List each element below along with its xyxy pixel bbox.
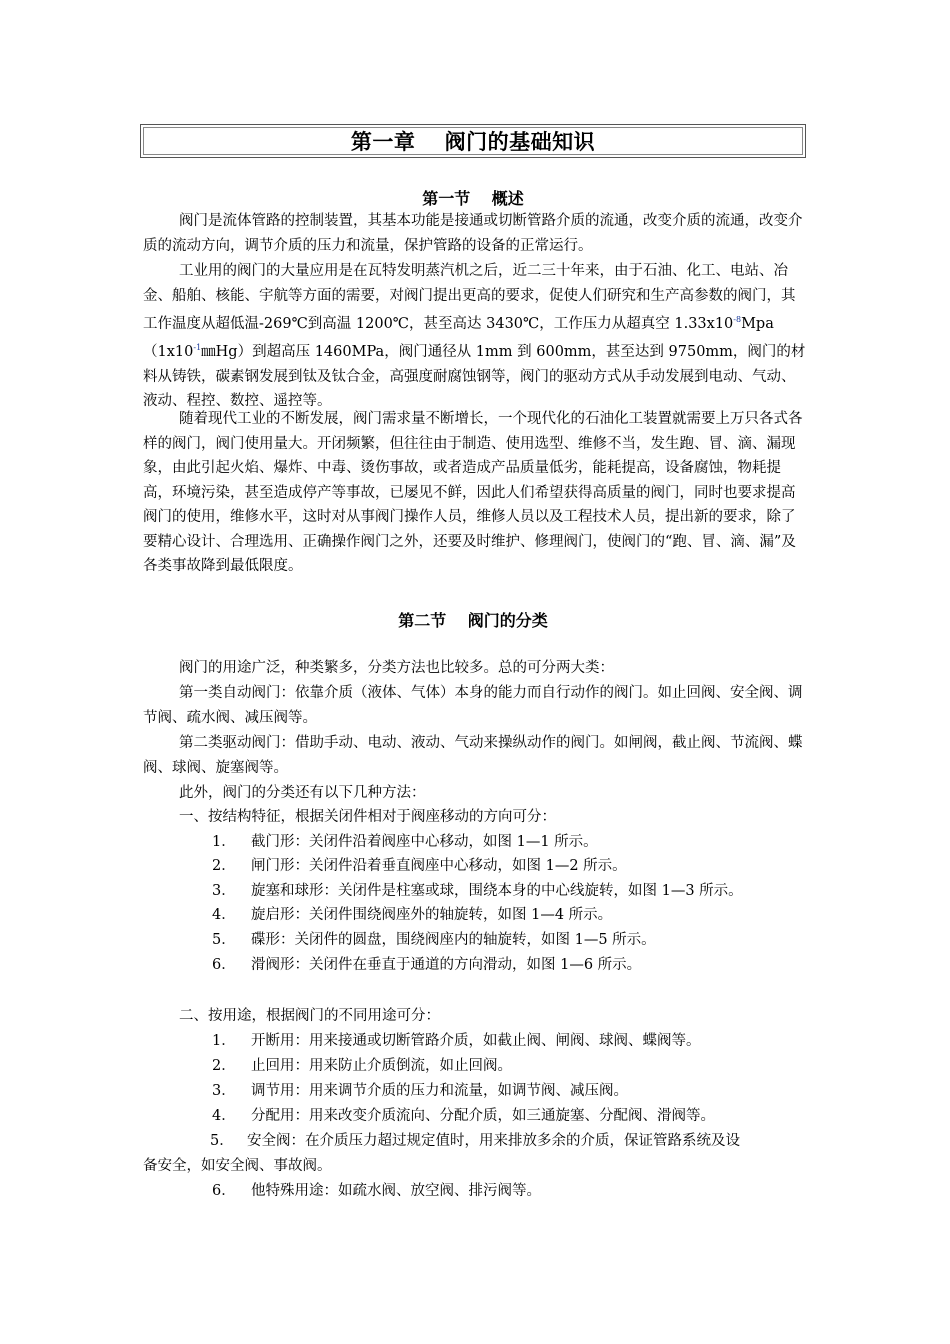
- para2-superscript-2: -1: [193, 343, 202, 353]
- structure-item-text: 滑阀形：关闭件在垂直于通道的方向滑动，如图 1—6 所示。: [251, 957, 642, 973]
- section2-title: 第二节 阀门的分类: [398, 611, 548, 630]
- section2-class-2: 第二类驱动阀门：借助手动、电动、液动、气动来操纵动作的阀门。如闸阀，截止阀、节流阀、蝶阀、球阀、旋塞阀等。: [143, 735, 803, 776]
- use-item-num: 1．: [212, 1033, 236, 1049]
- structure-item-text: 旋启形：关闭件围绕阀座外的轴旋转，如图 1—4 所示。: [251, 907, 613, 923]
- structure-item-num: 4．: [212, 907, 236, 923]
- use-item-num: 6．: [212, 1183, 236, 1199]
- by-structure-heading: 一、按结构特征，根据关闭件相对于阀座移动的方向可分：: [179, 809, 556, 825]
- chapter-title: 第一章 阀门的基础知识: [143, 127, 803, 155]
- by-use-heading: 二、按用途，根据阀门的不同用途可分：: [179, 1008, 440, 1024]
- structure-item-text: 截门形：关闭件沿着阀座中心移动，如图 1—1 所示。: [251, 834, 598, 850]
- structure-item-num: 1．: [212, 834, 236, 850]
- structure-item-text: 闸门形：关闭件沿着垂直阀座中心移动，如图 1—2 所示。: [251, 858, 627, 874]
- use-item-text: 分配用：用来改变介质流向、分配介质，如三通旋塞、分配阀、滑阀等。: [251, 1108, 715, 1124]
- structure-item-num: 3．: [212, 883, 236, 899]
- structure-item-text: 碟形：关闭件的圆盘，围绕阀座内的轴旋转，如图 1—5 所示。: [251, 932, 656, 948]
- use-item-text: 开断用：用来接通或切断管路介质，如截止阀、闸阀、球阀、蝶阀等。: [251, 1033, 701, 1049]
- structure-item-num: 6．: [212, 957, 236, 973]
- use-item-text: 调节用：用来调节介质的压力和流量，如调节阀、减压阀。: [251, 1083, 628, 1099]
- section2-intro: 阀门的用途广泛，种类繁多，分类方法也比较多。总的可分两大类：: [179, 660, 614, 676]
- section2-other-methods: 此外，阀门的分类还有以下几种方法：: [179, 785, 426, 801]
- structure-item-num: 5．: [212, 932, 236, 948]
- structure-item-text: 旋塞和球形：关闭件是柱塞或球，围绕本身的中心线旋转，如图 1—3 所示。: [251, 883, 743, 899]
- use-item-num: 4．: [212, 1108, 236, 1124]
- use-item-num: 2．: [212, 1058, 236, 1074]
- section1-paragraph-1: 阀门是流体管路的控制装置，其基本功能是接通或切断管路介质的流通，改变介质的流通，改变介质的流动方向，调节介质的压力和流量，保护管路的设备的正常运行。: [143, 213, 803, 254]
- section2-class-1: 第一类自动阀门：依靠介质（液体、气体）本身的能力而自行动作的阀门。如止回阀、安全阀、调节阀、疏水阀、减压阀等。: [143, 685, 803, 726]
- use-item-text: 安全阀：在介质压力超过规定值时，用来排放多余的介质，保证管路系统及设: [247, 1133, 740, 1149]
- structure-item-num: 2．: [212, 858, 236, 874]
- para2-superscript-1: -8: [733, 315, 742, 324]
- para2-text-c: ㎜Hg）到超高压 1460MPa，阀门通径从 1mm 到 600mm，甚至达到 9750mm，阀门的材料从铸铁，碳素钢发展到钛及钛合金，高强度耐腐蚀钢等，阀门的驱动方式从手动发展到电动、气动、液动、程控、数控、遥控等。: [143, 344, 806, 410]
- para2-text-a: 工业用的阀门的大量应用是在瓦特发明蒸汽机之后，近二三十年来，由于石油、化工、电站、冶金、船舶、核能、宇航等方面的需要，对阀门提出更高的要求，促使人们研究和生产高参数的阀门，其工作温度从超低温-269℃到高温 1200℃，甚至高达 3430℃，工作压力从超真空 1.33x10: [143, 263, 796, 332]
- use-item-continuation: 备安全，如安全阀、事故阀。: [143, 1158, 332, 1174]
- use-item-text: 止回用：用来防止介质倒流，如止回阀。: [251, 1058, 512, 1074]
- section1-paragraph-3: 随着现代工业的不断发展，阀门需求量不断增长，一个现代化的石油化工装置就需要上万只各式各样的阀门，阀门使用量大。开闭频繁，但往往由于制造、使用选型、维修不当，发生跑、冒、滴、漏现象，由此引起火焰、爆炸、中毒、烫伤事故，或者造成产品质量低劣，能耗提高，设备腐蚀，物耗提高，环境污染，甚至造成停产等事故，已屡见不鲜，因此人们希望获得高质量的阀门，同时也要求提高阀门的使用，维修水平，这时对从事阀门操作人员，维修人员以及工程技术人员，提出新的要求，除了要精心设计、合理选用、正确操作阀门之外，还要及时维护、修理阀门，使阀门的“跑、冒、滴、漏”及各类事故降到最低限度。: [143, 411, 803, 574]
- chapter-title-box: [140, 124, 806, 158]
- use-item-text: 他特殊用途：如疏水阀、放空阀、排污阀等。: [251, 1183, 541, 1199]
- use-item-num: 3．: [212, 1083, 236, 1099]
- section1-title: 第一节 概述: [422, 189, 524, 208]
- use-item-num: 5．: [210, 1133, 234, 1149]
- para2-text-b: Mpa（1x10: [143, 315, 774, 361]
- section1-paragraph-2: [143, 259, 809, 414]
